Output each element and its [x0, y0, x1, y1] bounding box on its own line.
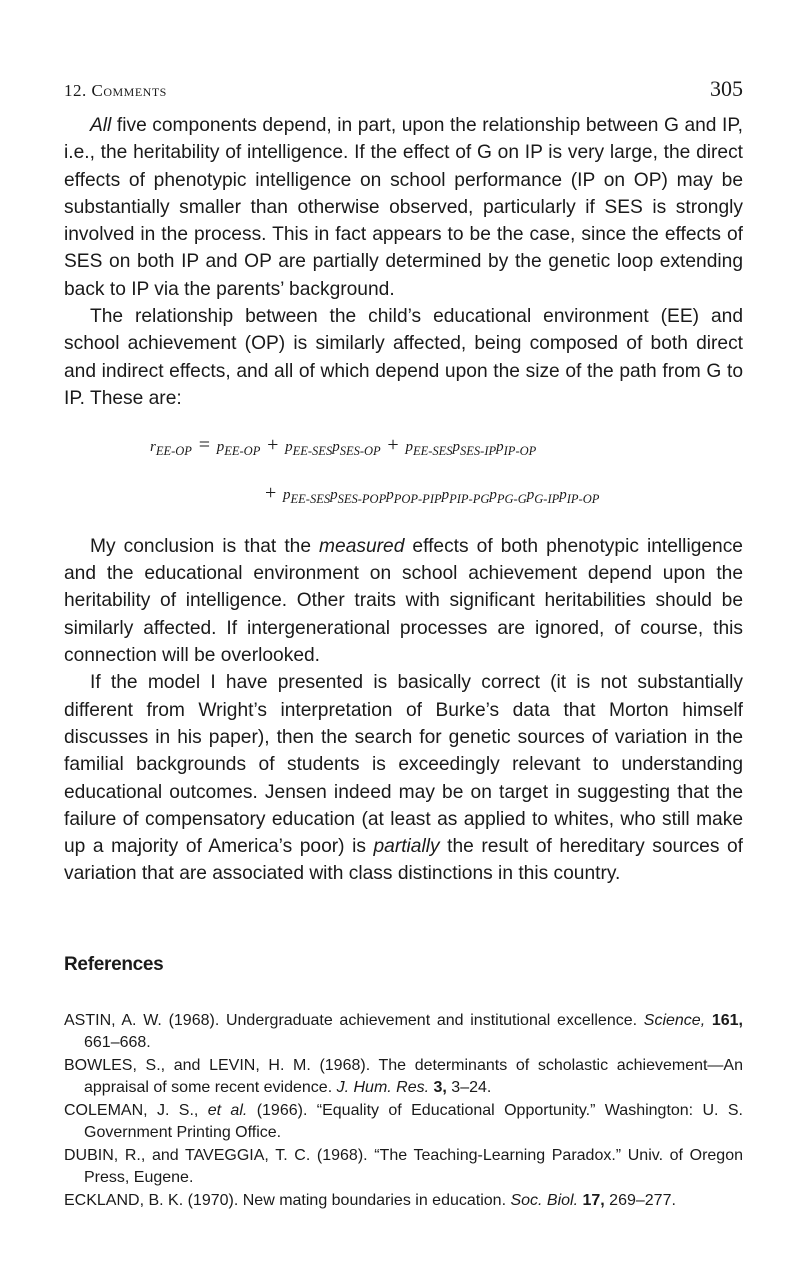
eq-t4b: p: [330, 486, 338, 503]
eq-t4g: p: [559, 486, 567, 503]
running-head: [64, 76, 743, 102]
paragraph-1: [64, 112, 743, 303]
eq-t1-sub: EE-OP: [224, 444, 261, 459]
paragraph-3: [64, 533, 743, 669]
page-number: 305: [710, 76, 743, 101]
eq-t4c-sub: POP-PIP: [393, 491, 442, 506]
eq-t4-sub: EE-SES: [290, 491, 331, 506]
eq-t4f: p: [526, 486, 535, 503]
ref-5-pages: 269–277.: [604, 1191, 676, 1209]
reference-item: DUBIN, R., and TAVEGGIA, T. C. (1968). “The Teaching-Learning Paradox.” Univ. of Oregon Press, Eugene.: [64, 1146, 743, 1187]
eq-t4e: p: [489, 486, 497, 503]
ref-1-pages: 661–668.: [84, 1034, 151, 1052]
reference-item: [64, 1190, 743, 1213]
eq-t3c-sub: IP-OP: [503, 444, 537, 459]
eq-t3b-sub: SES-IP: [460, 444, 497, 459]
eq-t2b: p: [332, 439, 340, 456]
eq-t4e-sub: PG-G: [496, 491, 527, 506]
eq-lhs-sub: EE-OP: [155, 444, 192, 459]
eq-t4f-sub: G-IP: [534, 491, 560, 506]
eq-plus-2: +: [387, 434, 399, 457]
eq-t4b-sub: SES-POP: [337, 491, 387, 506]
reference-item: [64, 1010, 743, 1055]
ref-1-volume: 161,: [705, 1011, 743, 1029]
eq-t3: p: [405, 439, 413, 456]
paragraph-4-em: partially: [373, 836, 440, 858]
paragraph-3-a: My conclusion is that the: [90, 535, 320, 557]
ref-1-authors: ASTIN, A. W. (1968). Undergraduate achievement and institutional excellence.: [64, 1011, 644, 1029]
reference-item: [64, 1055, 743, 1100]
equation-line-2: [64, 480, 743, 513]
ref-5-journal: Soc. Biol.: [510, 1191, 579, 1209]
paragraph-1-lead: All: [90, 115, 112, 136]
paragraph-4: [64, 669, 743, 887]
ref-5-authors: ECKLAND, B. K. (1970). New mating boundaries in education.: [64, 1191, 511, 1209]
eq-t4c: p: [386, 486, 394, 503]
eq-t4d: p: [441, 486, 450, 503]
paragraph-1-text: five components depend, in part, upon the relationship between G and IP, i.e., the heritability of intelligence. If the effect of G on IP is very large, the direct effects of phenotypic intelligence on school performance (IP on OP) may be substantially smaller than otherwise observed, particularly if SES is strongly involved in the process. This in fact appears to be the case, since the effects of SES on both IP and OP are partially determined by the genetic loop extending back to IP via the parents’ background.: [64, 115, 743, 300]
paragraph-4-a: If the model I have presented is basically correct (it is not substantially different from Wright’s interpretation of Burke’s data that Morton himself discusses in his paper), then the search for genetic sources of variation in the familial backgrounds of students is exceedingly relevant to understanding educational outcomes. Jensen indeed may be on target in suggesting that the failure of compensatory education (at least as applied to whites, who still make up a majority of America’s poor) is: [64, 672, 743, 858]
eq-t4g-sub: IP-OP: [566, 491, 600, 506]
eq-t4: p: [283, 486, 291, 503]
eq-lhs: r: [150, 439, 156, 456]
body-text: [64, 112, 743, 888]
paragraph-3-b: effects of both phenotypic intelligence and the educational environment on school achievement depend upon the heritability of intelligence. Other traits with significant heritabilities should be similarly affected. If intergenerational processes are ignored, of course, this connection will be overlooked.: [64, 535, 743, 667]
eq-t3c: p: [496, 439, 504, 456]
eq-t1: p: [216, 439, 225, 456]
ref-5-volume: 17,: [578, 1191, 605, 1209]
eq-plus-3: +: [265, 481, 277, 504]
paragraph-4-b: the result of hereditary sources of variation that are associated with class distinctions in this country.: [64, 836, 743, 885]
eq-t2: p: [285, 439, 293, 456]
eq-t2b-sub: SES-OP: [339, 444, 381, 459]
references-list: [64, 1010, 743, 1213]
ref-1-journal: Science,: [643, 1011, 706, 1029]
eq-t4d-sub: PIP-PG: [449, 491, 490, 506]
ref-2-journal: J. Hum. Res.: [336, 1079, 430, 1097]
ref-2-pages: 3–24.: [446, 1079, 492, 1097]
paragraph-3-em: measured: [319, 535, 405, 557]
ref-3-authors: COLEMAN, J. S.,: [64, 1101, 208, 1119]
ref-2-authors: BOWLES, S., and LEVIN, H. M. (1968). The determinants of scholastic achievement—An appraisal of some recent evidence.: [64, 1056, 743, 1097]
eq-equals: =: [198, 434, 210, 457]
ref-3-rest: (1966). “Equality of Educational Opportunity.” Washington: U. S. Government Printing Office.: [84, 1101, 743, 1142]
references-heading: References: [64, 953, 164, 975]
section-title: 12. Comments: [64, 81, 167, 100]
equation-line-1: [64, 432, 743, 465]
ref-2-volume: 3,: [429, 1079, 447, 1097]
eq-t3b: p: [452, 439, 461, 456]
paragraph-2: The relationship between the child’s educational environment (EE) and school achievement (OP) is similarly affected, being composed of both direct and indirect effects, and all of which depend upon the size of the path from G to IP. These are:: [64, 306, 743, 409]
eq-t2-sub: EE-SES: [292, 444, 333, 459]
reference-item: [64, 1100, 743, 1145]
eq-t3-sub: EE-SES: [412, 444, 453, 459]
ref-3-etal: et al.: [207, 1101, 248, 1119]
eq-plus-1: +: [267, 434, 279, 457]
